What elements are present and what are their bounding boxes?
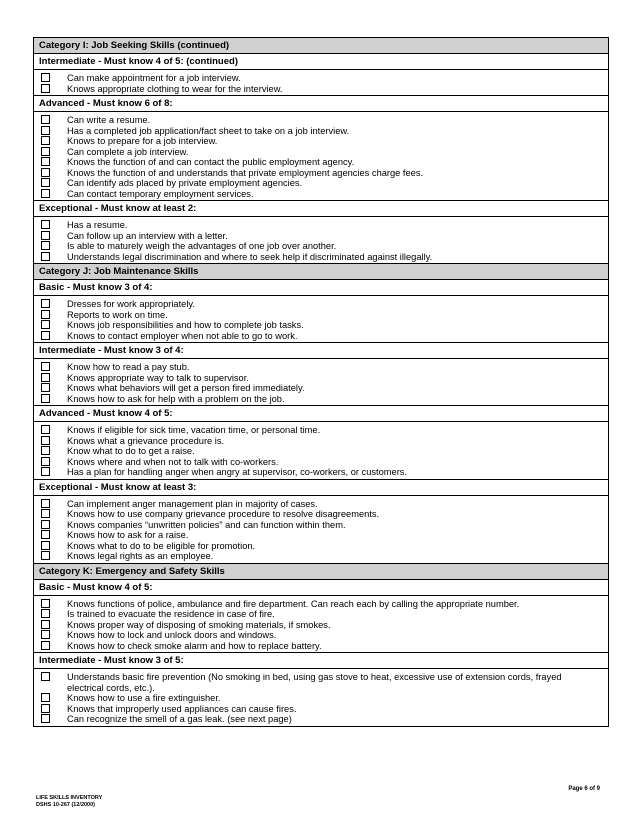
level-header: Basic - Must know 3 of 4: (34, 280, 608, 296)
skill-checkbox[interactable] (41, 373, 50, 382)
skill-text: Dresses for work appropriately. (67, 299, 195, 309)
skill-text: Knows how to check smoke alarm and how to replace battery. (67, 640, 322, 651)
skill-checkbox[interactable] (41, 446, 50, 455)
skill-text: Reports to work on time. (67, 309, 168, 320)
level-header: Advanced - Must know 4 of 5: (34, 406, 608, 422)
skill-item (34, 467, 608, 478)
skill-checkbox[interactable] (41, 84, 50, 93)
skill-text: Knows the function of and can contact the public employment agency. (67, 157, 355, 167)
skill-checkbox[interactable] (41, 714, 50, 723)
skill-checkbox[interactable] (41, 425, 50, 434)
level-header: Basic - Must know 4 of 5: (34, 580, 608, 596)
skill-checkbox[interactable] (41, 147, 50, 156)
skill-item (34, 310, 608, 321)
skills-inventory-form (33, 37, 609, 727)
level-header: Exceptional - Must know at least 3: (34, 480, 608, 496)
skill-item (34, 714, 608, 725)
skill-text: Knows functions of police, ambulance and fire department. Can reach each by calling the appropriate number. (67, 598, 520, 609)
skill-item (34, 609, 608, 620)
skill-checkbox[interactable] (41, 383, 50, 392)
skill-item (34, 383, 608, 394)
skill-checkbox[interactable] (41, 704, 50, 713)
category-header: Category K: Emergency and Safety Skills (34, 564, 608, 580)
skill-text: Knows legal rights as an employee. (67, 551, 214, 561)
skill-item (34, 84, 608, 95)
skill-list (34, 112, 608, 201)
skill-checkbox[interactable] (41, 231, 50, 240)
skill-text: Understands basic fire prevention (No smoking in bed, using gas stove to heat, excessive use of extension cords, frayed electrical cords, etc.). (67, 672, 562, 693)
skill-text: Knows how to lock and unlock doors and windows. (67, 630, 277, 640)
skill-text: Knows job responsibilities and how to complete job tasks. (67, 320, 304, 330)
skill-list (34, 359, 608, 406)
skill-item (34, 509, 608, 520)
skill-text: Knows companies “unwritten policies” and can function within them. (67, 519, 346, 530)
form-number: DSHS 10-267 (12/2000) (36, 802, 96, 808)
skill-list (34, 422, 608, 480)
skill-checkbox[interactable] (41, 530, 50, 539)
skill-text: Knows proper way of disposing of smoking materials, if smokes. (67, 619, 331, 630)
skill-text: Can implement anger management plan in majority of cases. (67, 498, 318, 509)
form-title: LIFE SKILLS INVENTORY (36, 795, 103, 801)
skill-item (34, 457, 608, 468)
skill-item (34, 530, 608, 541)
skill-text: Know how to read a pay stub. (67, 362, 190, 372)
skill-checkbox[interactable] (41, 299, 50, 308)
skill-text: Knows where and when not to talk with co-workers. (67, 456, 279, 467)
skill-text: Can write a resume. (67, 115, 151, 125)
skill-text: Can identify ads placed by private employment agencies. (67, 178, 303, 188)
form-identifier (36, 795, 102, 809)
skill-item (34, 331, 608, 342)
skill-item (34, 425, 608, 436)
skill-text: Knows how to use a fire extinguisher. (67, 693, 221, 703)
skill-checkbox[interactable] (41, 609, 50, 618)
skill-item (34, 599, 608, 610)
skill-list (34, 669, 608, 726)
page-number: Page 6 of 9 (568, 786, 600, 792)
skill-item (34, 672, 608, 693)
skill-text: Knows what a grievance procedure is. (67, 435, 225, 446)
skill-checkbox[interactable] (41, 509, 50, 518)
skill-item (34, 299, 608, 310)
skill-checkbox[interactable] (41, 672, 50, 681)
skill-text: Can follow up an interview with a letter. (67, 230, 228, 241)
skill-checkbox[interactable] (41, 620, 50, 629)
skill-item (34, 126, 608, 137)
skill-checkbox[interactable] (41, 599, 50, 608)
skill-item (34, 630, 608, 641)
skill-item (34, 704, 608, 715)
skill-checkbox[interactable] (41, 115, 50, 124)
skill-item (34, 241, 608, 252)
skill-list (34, 296, 608, 343)
skill-text: Knows how to use company grievance procedure to resolve disagreements. (67, 509, 380, 519)
skill-checkbox[interactable] (41, 189, 50, 198)
skill-text: Has a completed job application/fact sheet to take on a job interview. (67, 125, 350, 136)
skill-item (34, 73, 608, 84)
skill-item (34, 436, 608, 447)
skill-text: Is able to maturely weigh the advantages of one job over another. (67, 241, 337, 251)
skill-text: Knows if eligible for sick time, vacation time, or personal time. (67, 425, 321, 435)
skill-text: Know what to do to get a raise. (67, 446, 195, 456)
skill-checkbox[interactable] (41, 241, 50, 250)
skill-text: Knows to contact employer when not able to go to work. (67, 330, 298, 341)
skill-item (34, 362, 608, 373)
skill-item (34, 320, 608, 331)
skill-list (34, 70, 608, 96)
skill-text: Knows appropriate clothing to wear for the interview. (67, 83, 283, 94)
level-header: Intermediate - Must know 3 of 4: (34, 343, 608, 359)
skill-text: Knows how to ask for help with a problem on the job. (67, 393, 285, 404)
skill-text: Can complete a job interview. (67, 146, 189, 157)
skill-item (34, 394, 608, 405)
skill-checkbox[interactable] (41, 252, 50, 261)
skill-text: Can recognize the smell of a gas leak. (see next page) (67, 714, 292, 724)
skill-checkbox[interactable] (41, 499, 50, 508)
skill-item (34, 541, 608, 552)
skill-text: Understands legal discrimination and where to seek help if discriminated against illegally. (67, 251, 433, 262)
skill-item (34, 231, 608, 242)
skill-checkbox[interactable] (41, 320, 50, 329)
skill-item (34, 220, 608, 231)
skill-list (34, 596, 608, 654)
skill-text: Knows the function of and understands that private employment agencies charge fees. (67, 167, 424, 178)
skill-text: Can contact temporary employment services. (67, 188, 254, 199)
skill-checkbox[interactable] (41, 630, 50, 639)
skill-checkbox[interactable] (41, 541, 50, 550)
skill-item (34, 157, 608, 168)
skill-text: Knows appropriate way to talk to supervisor. (67, 372, 249, 383)
skill-item (34, 178, 608, 189)
skill-checkbox[interactable] (41, 394, 50, 403)
skill-checkbox[interactable] (41, 331, 50, 340)
category-header: Category J: Job Maintenance Skills (34, 264, 608, 280)
skill-text: Knows that improperly used appliances can cause fires. (67, 703, 297, 714)
skill-list (34, 217, 608, 264)
level-header: Intermediate - Must know 4 of 5: (continued) (34, 54, 608, 70)
skill-checkbox[interactable] (41, 693, 50, 702)
skill-item (34, 693, 608, 704)
skill-checkbox[interactable] (41, 220, 50, 229)
skill-text: Knows to prepare for a job interview. (67, 136, 218, 146)
skill-checkbox[interactable] (41, 641, 50, 650)
skill-item (34, 147, 608, 158)
skill-checkbox[interactable] (41, 136, 50, 145)
skill-text: Knows how to ask for a raise. (67, 530, 189, 540)
skill-checkbox[interactable] (41, 551, 50, 560)
skill-item (34, 189, 608, 200)
skill-checkbox[interactable] (41, 73, 50, 82)
skill-checkbox[interactable] (41, 157, 50, 166)
skill-text: Has a plan for handling anger when angry at supervisor, co-workers, or customers. (67, 467, 408, 477)
skill-checkbox[interactable] (41, 457, 50, 466)
level-header: Intermediate - Must know 3 of 5: (34, 653, 608, 669)
skill-item (34, 373, 608, 384)
skill-text: Has a resume. (67, 220, 128, 230)
skill-text: Knows what to do to be eligible for promotion. (67, 540, 256, 551)
skill-item (34, 520, 608, 531)
skill-item (34, 252, 608, 263)
skill-item (34, 168, 608, 179)
skill-checkbox[interactable] (41, 310, 50, 319)
level-header: Advanced - Must know 6 of 8: (34, 96, 608, 112)
skill-item (34, 136, 608, 147)
skill-checkbox[interactable] (41, 178, 50, 187)
skill-item (34, 641, 608, 652)
skill-checkbox[interactable] (41, 436, 50, 445)
skill-checkbox[interactable] (41, 467, 50, 476)
level-header: Exceptional - Must know at least 2: (34, 201, 608, 217)
skill-item (34, 115, 608, 126)
skill-item (34, 446, 608, 457)
skill-checkbox[interactable] (41, 362, 50, 371)
skill-item (34, 551, 608, 562)
skill-checkbox[interactable] (41, 520, 50, 529)
skill-text: Is trained to evacuate the residence in case of fire. (67, 609, 275, 619)
skill-checkbox[interactable] (41, 168, 50, 177)
skill-text: Knows what behaviors will get a person fired immediately. (67, 383, 305, 393)
skill-item (34, 620, 608, 631)
skill-list (34, 496, 608, 564)
skill-checkbox[interactable] (41, 126, 50, 135)
skill-item (34, 499, 608, 510)
category-header: Category I: Job Seeking Skills (continued) (34, 38, 608, 54)
skill-text: Can make appointment for a job interview. (67, 73, 241, 83)
